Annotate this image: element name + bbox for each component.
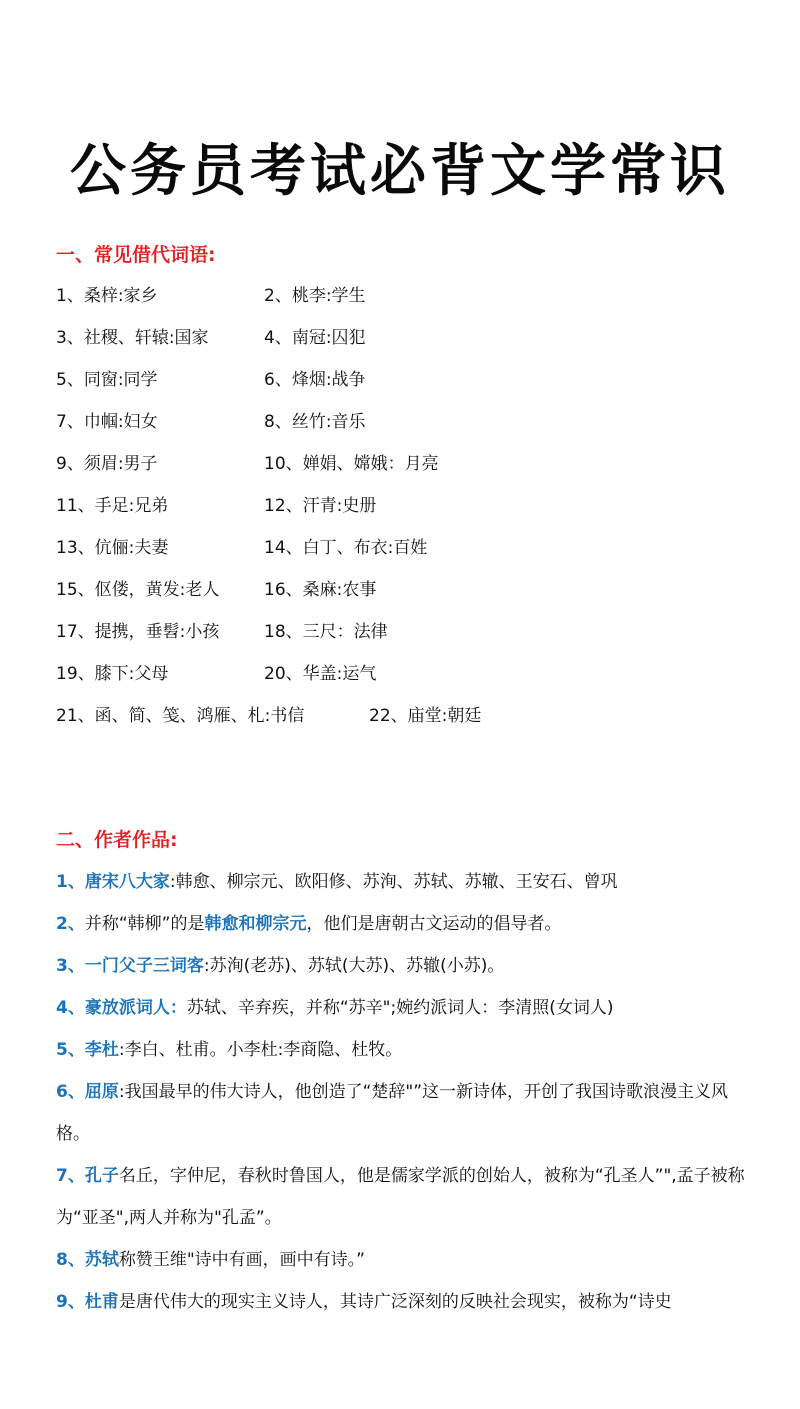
highlighted-term: 9、杜甫 (56, 1292, 119, 1312)
list-item: 1、桑梓:家乡 (56, 286, 158, 306)
list-item: 9、须眉:男子 (56, 454, 158, 474)
section-heading-substitution-words: 一、常见借代词语: (56, 244, 216, 266)
list-item: 3、社稷、轩辕:国家 (56, 328, 209, 348)
list-item: 14、白丁、布衣:百姓 (264, 538, 428, 558)
list-item: 10、婵娟、嫦娥：月亮 (264, 454, 439, 474)
list-item: 12、汗青:史册 (264, 496, 377, 516)
page-title: 公务员考试必背文学常识 (70, 139, 730, 204)
list-item: 21、函、简、笺、鸿雁、札:书信 (56, 706, 305, 726)
list-item: 7、巾帼:妇女 (56, 412, 158, 432)
highlighted-term: 8、苏轼 (56, 1250, 119, 1270)
list-item: 4、南冠:囚犯 (264, 328, 366, 348)
highlighted-term: 5、李杜 (56, 1040, 119, 1060)
item-text: 是唐代伟大的现实主义诗人，其诗广泛深刻的反映社会现实，被称为“诗史 (118, 1292, 672, 1312)
list-item: 6、烽烟:战争 (264, 370, 366, 390)
list-item: 17、提携，垂髫:小孩 (56, 622, 220, 642)
highlighted-term: 2、 (56, 914, 85, 934)
list-item: 15、伛偻，黄发:老人 (56, 580, 220, 600)
list-item: 20、华盖:运气 (264, 664, 377, 684)
highlighted-term: 韩愈和柳宗元 (204, 914, 307, 934)
highlighted-term: 1、唐宋八大家 (56, 872, 170, 892)
item-text: :韩愈、柳宗元、欧阳修、苏洵、苏轼、苏辙、王安石、曾巩 (169, 872, 618, 892)
item-text: 苏轼、辛弃疾，并称“苏辛";婉约派词人：李清照(女词人) (186, 998, 614, 1018)
list-item (56, 1071, 756, 1155)
highlighted-term: 7、孔子 (56, 1166, 119, 1186)
list-item: 13、伉俪:夫妻 (56, 538, 169, 558)
item-text: :李白、杜甫。小李杜:李商隐、杜牧。 (118, 1040, 403, 1060)
item-text: 名丘，字仲尼，春秋时鲁国人，他是儒家学派的创始人，被称为“孔圣人”",孟子被称为“亚圣",两人并称为"孔孟”。 (56, 1166, 745, 1228)
highlighted-term: 4、豪放派词人： (56, 998, 187, 1018)
item-text: 并称“韩柳”的是 (84, 914, 205, 934)
list-item: 19、膝下:父母 (56, 664, 169, 684)
list-item: 5、同窗:同学 (56, 370, 158, 390)
item-text: :苏洵(老苏)、苏轼(大苏)、苏辙(小苏)。 (203, 956, 505, 976)
list-item: 22、庙堂:朝廷 (369, 706, 482, 726)
highlighted-term: 6、屈原 (56, 1082, 119, 1102)
list-item (56, 861, 756, 903)
list-item (56, 1239, 756, 1281)
list-item: 16、桑麻:农事 (264, 580, 377, 600)
list-item (56, 1281, 756, 1323)
list-item: 18、三尺：法律 (264, 622, 388, 642)
highlighted-term: 3、一门父子三词客 (56, 956, 204, 976)
list-item (56, 903, 756, 945)
list-item (56, 1029, 756, 1071)
list-item: 8、丝竹:音乐 (264, 412, 366, 432)
list-item: 2、桃李:学生 (264, 286, 366, 306)
item-text: ，他们是唐朝古文运动的倡导者。 (306, 914, 562, 934)
list-item: 11、手足:兄弟 (56, 496, 169, 516)
list-item (56, 945, 756, 987)
list-item (56, 987, 756, 1029)
item-text: 称赞王维"诗中有画，画中有诗。” (118, 1250, 365, 1270)
item-text: :我国最早的伟大诗人，他创造了“楚辞"”这一新诗体，开创了我国诗歌浪漫主义风格。 (56, 1082, 729, 1144)
section-heading-authors-works: 二、作者作品: (56, 829, 178, 851)
list-item (56, 1155, 756, 1239)
